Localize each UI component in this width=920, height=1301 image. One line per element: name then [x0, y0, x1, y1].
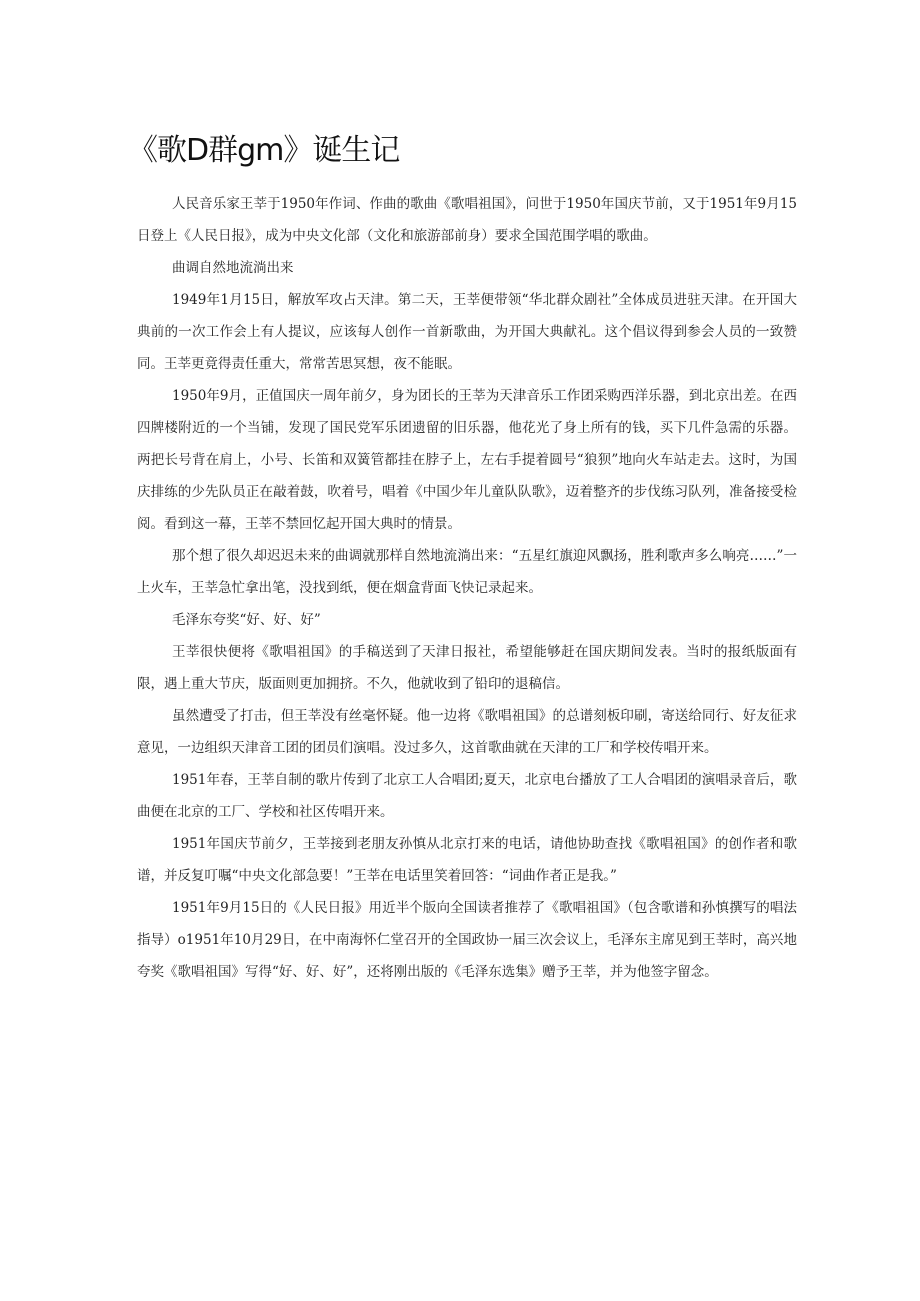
paragraph-1950: 1950年9月，正值国庆一周年前夕，身为团长的王莘为天津音乐工作团采购西洋乐器，到北京出差。在西四牌楼附近的一个当铺，发现了国民党军乐团遗留的旧乐器，他花光了身上所有的钱，买下几件急需的乐器。两把长号背在肩上，小号、长笛和双簧管都挂在脖子上，左右手提着圆号“狼狈”地向火车站走去。这时，为国庆排练的少先队员正在敲着鼓，吹着号，唱着《中国少年儿童队队歌》，迈着整齐的步伐练习队列，准备接受检阅。看到这一幕，王莘不禁回忆起开国大典时的情景。 — [137, 388, 797, 532]
paragraph-1949: 1949年1月15日，解放军攻占天津。第二天，王莘便带领“华北群众剧社”全体成员进驻天津。在开国大典前的一次工作会上有人提议，应该每人创作一首新歌曲，为开国大典献礼。这个倡议得到参会人员的一致赞同。王莘更竟得责任重大，常常苦思冥想，夜不能眠。 — [137, 292, 797, 372]
document-body — [137, 188, 797, 988]
paragraph-1951-spring: 1951年春，王莘自制的歌片传到了北京工人合唱团;夏天，北京电台播放了工人合唱团的演唱录音后，歌曲便在北京的工厂、学校和社区传唱开来。 — [137, 772, 797, 820]
paragraph-peoples-daily: 1951年9月15日的《人民日报》用近半个版向全国读者推荐了《歌唱祖国》（包含歌谱和孙慎撰写的唱法指导）o1951年10月29日，在中南海怀仁堂召开的全国政协一届三次会议上，毛泽东主席见到王莘时，高兴地夸奖《歌唱祖国》写得“好、好、好”，还将刚出版的《毛泽东选集》赠予王莘，并为他签字留念。 — [137, 900, 797, 980]
section-heading-praise: 毛泽东夸奖“好、好、好” — [172, 612, 321, 628]
paragraph-melody-flow: 那个想了很久却迟迟未来的曲调就那样自然地流淌出来：“五星红旗迎风飘扬，胜利歌声多么响亮……”一上火车，王莘急忙拿出笔，没找到纸，便在烟盒背面飞快记录起来。 — [137, 548, 797, 596]
section-heading-melody: 曲调自然地流淌出来 — [172, 260, 294, 276]
document-title: 《歌D群gm》诞生记 — [128, 133, 400, 168]
paragraph-1951-national-day: 1951年国庆节前夕，王莘接到老朋友孙慎从北京打来的电话，请他协助查找《歌唱祖国》的创作者和歌谱，并反复叮嘱“中央文化部急要！”王莘在电话里笑着回答：“词曲作者正是我。” — [137, 836, 797, 884]
paragraph-manuscript: 王莘很快便将《歌唱祖国》的手稿送到了天津日报社，希望能够赶在国庆期间发表。当时的报纸版面有限，遇上重大节庆，版面则更加拥挤。不久，他就收到了铅印的退稿信。 — [137, 644, 797, 692]
paragraph-setback: 虽然遭受了打击，但王莘没有丝毫怀疑。他一边将《歌唱祖国》的总谱刻板印刷，寄送给同行、好友征求意见，一边组织天津音工团的团员们演唱。没过多久，这首歌曲就在天津的工厂和学校传唱开来。 — [137, 708, 797, 756]
paragraph-intro: 人民音乐家王莘于1950年作词、作曲的歌曲《歌唱祖国》，问世于1950年国庆节前，又于1951年9月15日登上《人民日报》，成为中央文化部（文化和旅游部前身）要求全国范围学唱的歌曲。 — [137, 196, 797, 244]
